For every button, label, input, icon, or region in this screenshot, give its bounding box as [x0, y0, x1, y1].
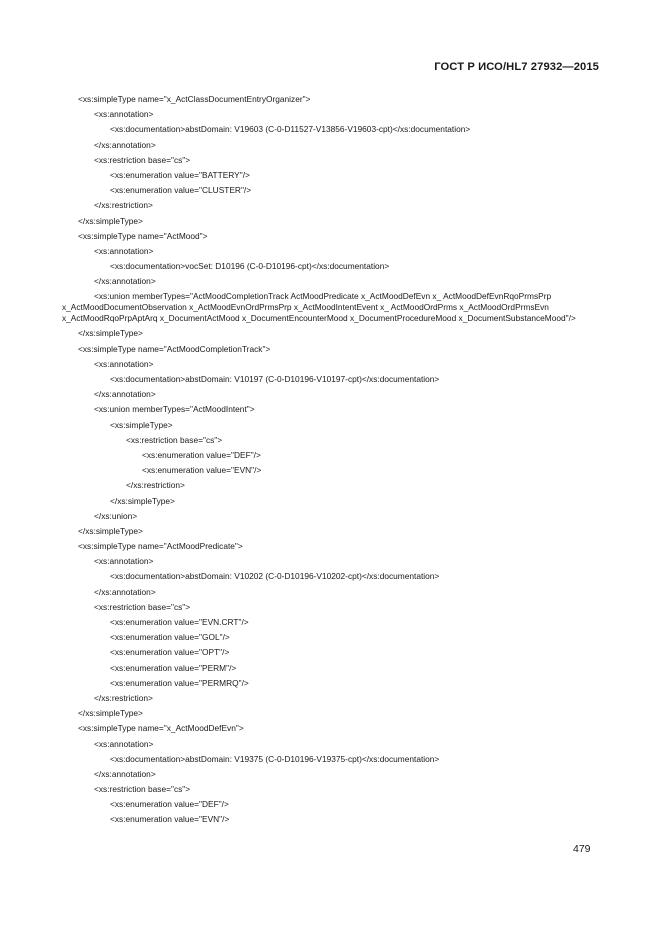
code-line: <xs:enumeration value="EVN.CRT"/> — [110, 617, 249, 627]
code-line: <xs:documentation>vocSet: D10196 (C-0-D10196-cpt)</xs:documentation> — [110, 261, 390, 272]
code-line: <xs:annotation> — [94, 245, 154, 256]
code-line: <xs:documentation>abstDomain: V10197 (C-0-D10196-V10197-cpt)</xs:documentation> — [110, 374, 440, 384]
code-line: <xs:enumeration value="PERMRQ"/> — [110, 677, 249, 688]
code-line: <xs:enumeration value="EVN"/> — [142, 465, 262, 476]
code-line: <xs:annotation> — [94, 358, 154, 369]
code-line: <xs:documentation>abstDomain: V10202 (C-0-D10196-V10202-cpt)</xs:documentation> — [110, 571, 440, 582]
code-line: <xs:simpleType name="ActMoodCompletionTrack"> — [78, 343, 271, 354]
code-line: <xs:enumeration value="DEF"/> — [142, 449, 261, 460]
code-line: <xs:restriction base="cs"> — [126, 434, 223, 445]
code-line: <xs:union memberTypes="ActMoodIntent"> — [94, 404, 255, 415]
code-line: <xs:documentation>abstDomain: V19375 (C-0-D10196-V19375-cpt)</xs:documentation> — [110, 753, 440, 764]
code-line: </xs:simpleType> — [110, 495, 175, 506]
code-line: <xs:enumeration value="DEF"/> — [110, 799, 229, 810]
code-line: <xs:enumeration value="EVN"/> — [110, 814, 230, 825]
code-line: </xs:restriction> — [94, 200, 153, 211]
code-line: </xs:union> — [94, 510, 138, 521]
code-line: </xs:simpleType> — [78, 708, 143, 719]
code-line: </xs:annotation> — [94, 389, 156, 400]
code-line: </xs:annotation> — [94, 586, 156, 597]
code-line: <xs:simpleType name="x_ActClassDocumentEntryOrganizer"> — [78, 94, 311, 104]
code-line: <xs:annotation> — [94, 738, 154, 749]
code-line: </xs:annotation> — [94, 768, 156, 779]
code-line: </xs:restriction> — [126, 480, 185, 491]
code-line: <xs:restriction base="cs"> — [94, 154, 191, 165]
code-line: <xs:simpleType name="ActMood"> — [78, 230, 208, 241]
code-line: <xs:simpleType name="x_ActMoodDefEvn"> — [78, 723, 244, 734]
page-number: 479 — [573, 843, 591, 855]
code-line: </xs:restriction> — [94, 692, 153, 703]
code-line: <xs:annotation> — [94, 109, 154, 120]
code-line: </xs:annotation> — [94, 139, 156, 150]
code-line: <xs:documentation>abstDomain: V19603 (C-0-D11527-V13856-V19603-cpt)</xs:documentation> — [110, 124, 471, 135]
code-line: <xs:restriction base="cs"> — [94, 601, 191, 612]
code-line: </xs:simpleType> — [78, 328, 143, 339]
code-line: <xs:enumeration value="GOL"/> — [110, 632, 230, 643]
code-line: <xs:enumeration value="OPT"/> — [110, 647, 230, 658]
code-line: <xs:annotation> — [94, 556, 154, 567]
code-line: </xs:simpleType> — [78, 215, 143, 226]
code-line: <xs:enumeration value="PERM"/> — [110, 662, 237, 673]
code-line: <xs:restriction base="cs"> — [94, 784, 191, 795]
standard-header: ГОСТ Р ИСО/HL7 27932—2015 — [434, 61, 599, 73]
code-line: <xs:enumeration value="CLUSTER"/> — [110, 185, 252, 196]
code-line: <xs:simpleType name="ActMoodPredicate"> — [78, 541, 243, 552]
code-line: <xs:simpleType> — [110, 419, 173, 430]
code-line: <xs:enumeration value="BATTERY"/> — [110, 169, 250, 180]
code-line: </xs:annotation> — [94, 276, 156, 287]
xml-code-block — [62, 92, 600, 828]
code-line: </xs:simpleType> — [78, 525, 143, 536]
code-line: <xs:union memberTypes="ActMoodCompletionTrack ActMoodPredicate x_ActMoodDefEvn x_ ActMoodDefEvnRqoPrmsPrp x_ActMoodDocumentObservation x_ActMoodEvnOrdPrmsPrp x_ActMoodIntentEvent x_ ActMoodOrdPrms x_ActMoodOrdPrmsEvn x_ActMoodRqoPrpAptArq x_DocumentActMood x_DocumentEncounterMood x_DocumentProcedureMood x_DocumentSubstanceMood"/> — [62, 291, 576, 324]
